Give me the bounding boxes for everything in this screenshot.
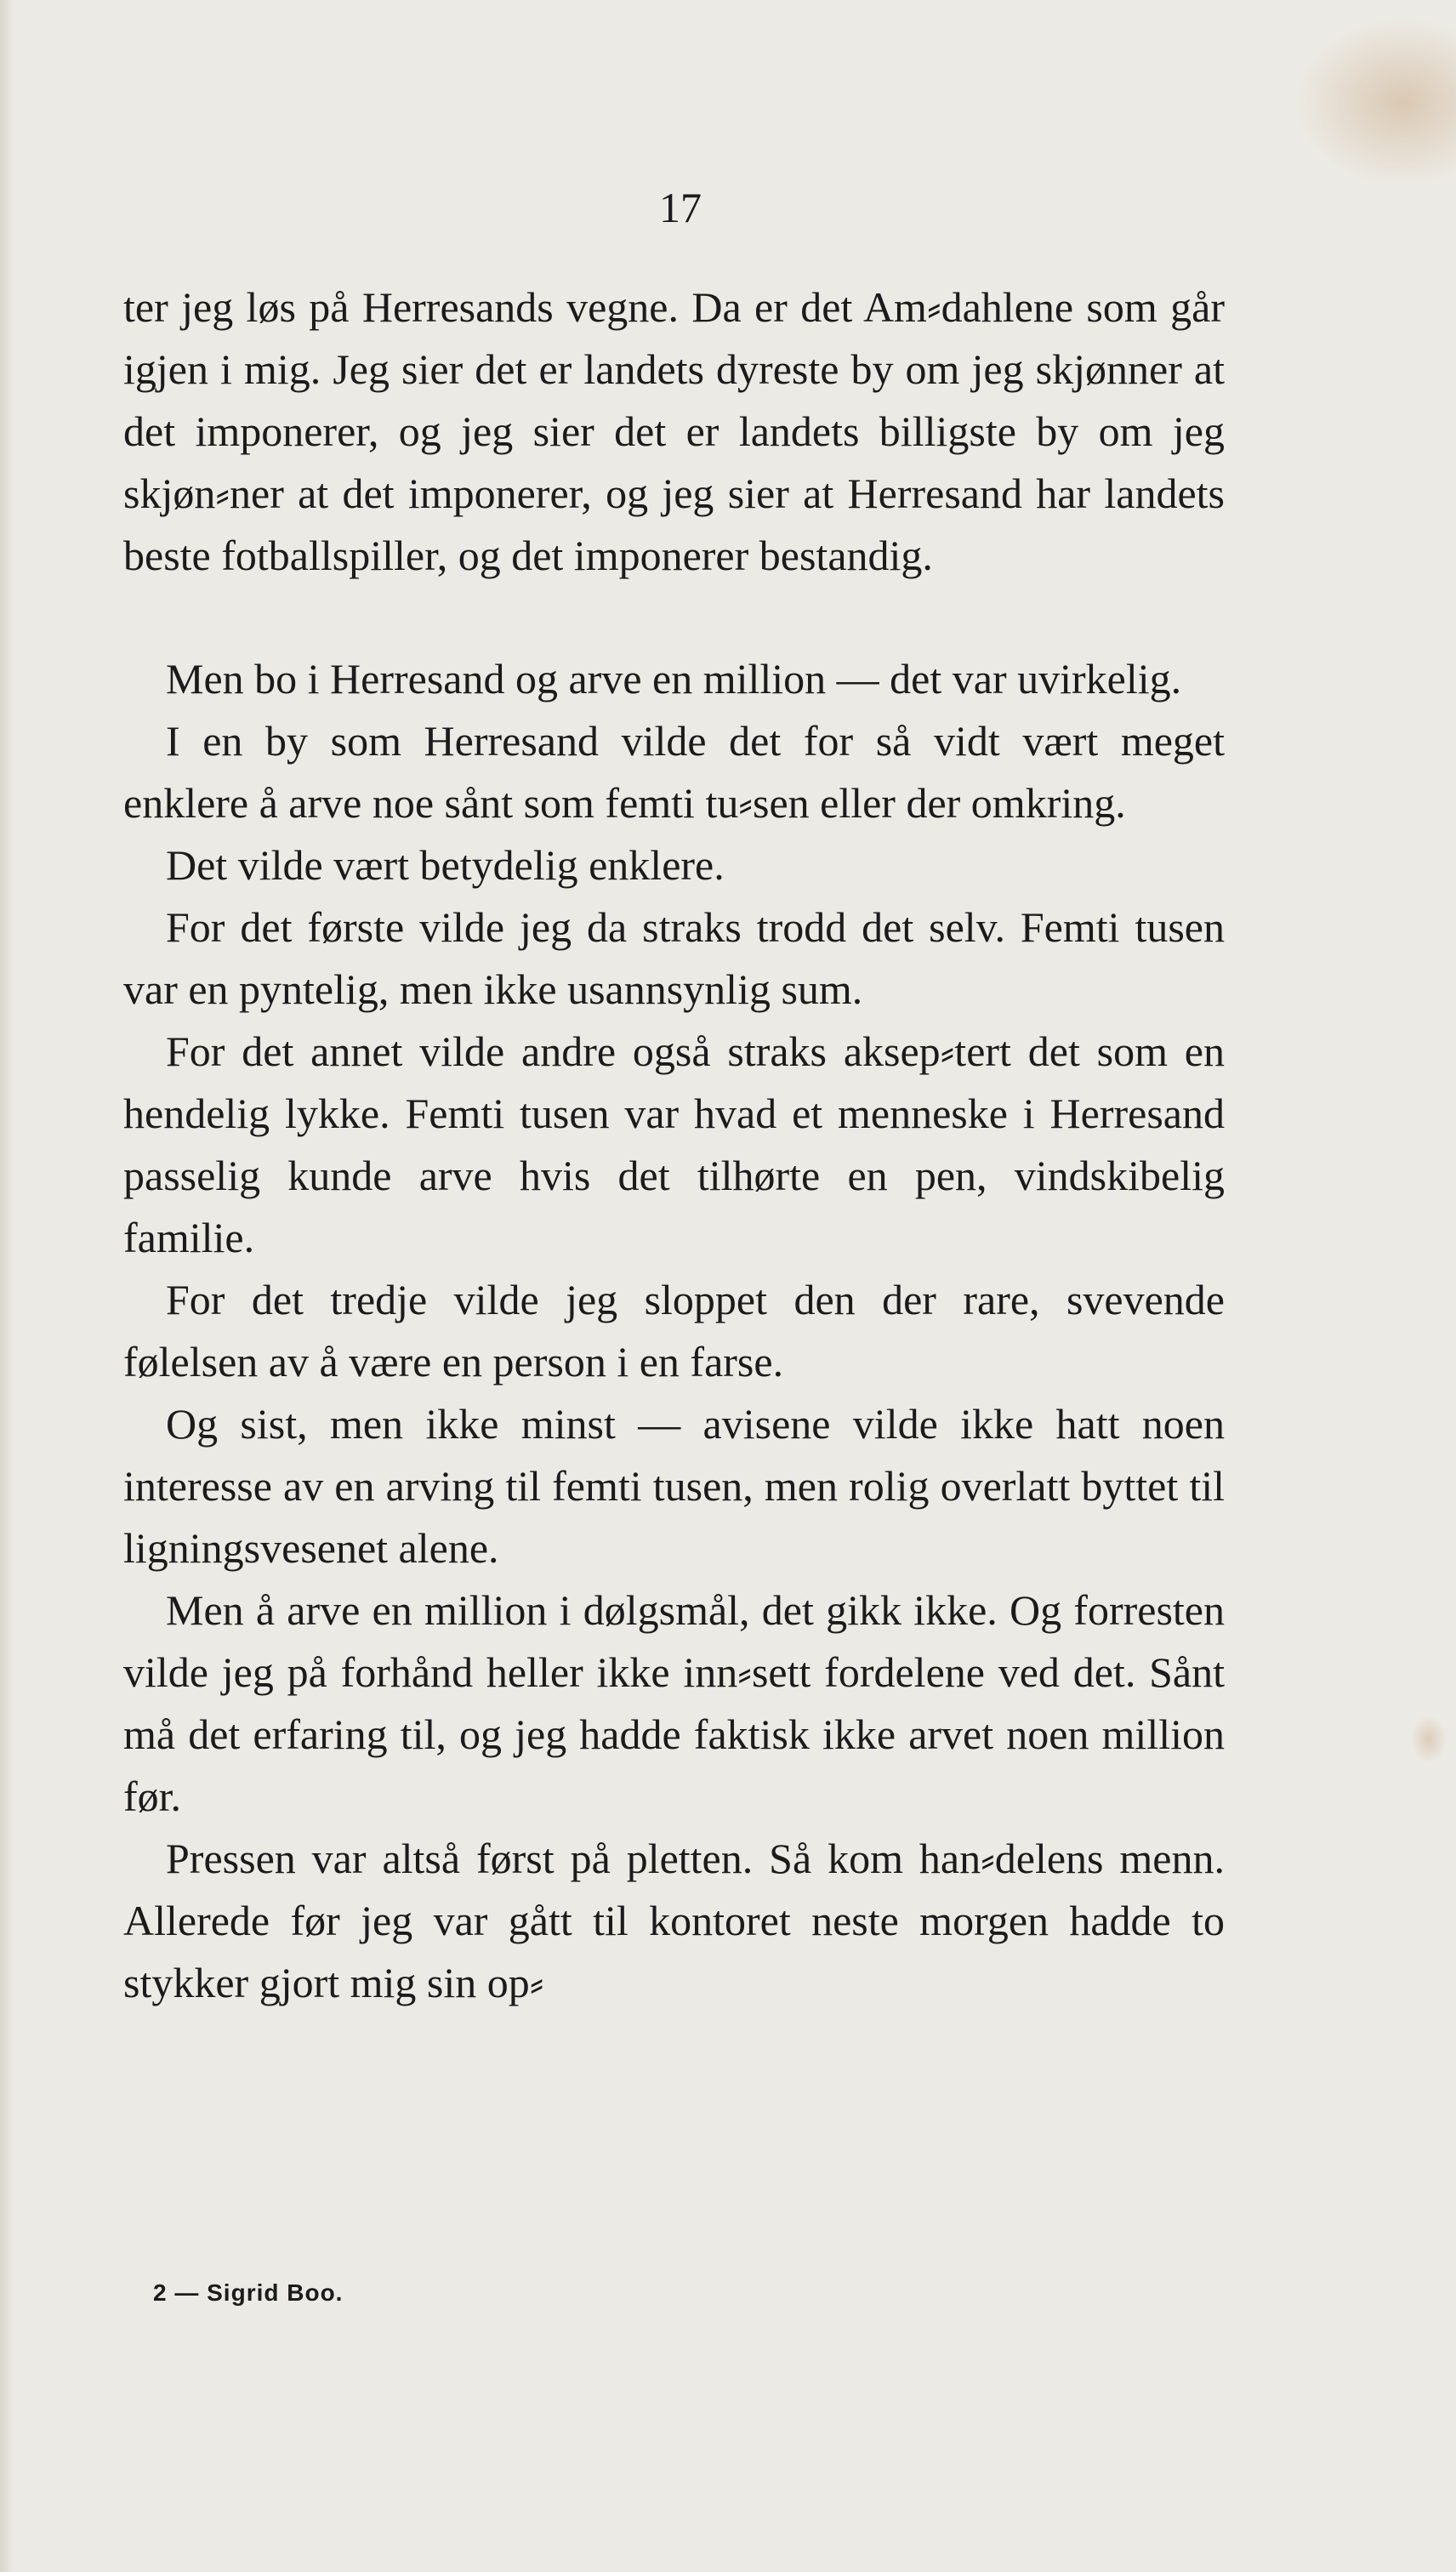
paragraph: For det første vilde jeg da straks trodd det selv. Femti tusen var en pyntelig, men ikke usannsynlig sum. xyxy=(123,903,1225,1013)
paragraph: Pressen var altså først på pletten. Så kom han⸗delens menn. Allerede før jeg var gått til kontoret neste morgen hadde to stykker gjort mig sin op⸗ xyxy=(123,1835,1225,2006)
page-edge xyxy=(0,0,14,2572)
body-text xyxy=(123,276,1225,2014)
paragraph: Og sist, men ikke minst — avisene vilde ikke hatt noen interesse av en arving til femti tusen, men rolig overlatt byttet til ligningsvesenet alene. xyxy=(123,1400,1225,1572)
paragraph: ter jeg løs på Herresands vegne. Da er det Am⸗dahlene som går igjen i mig. Jeg sier det er landets dyreste by om jeg skjønner at det imponerer, og jeg sier det er landets billigste by om jeg skjøn⸗ner at det imponerer, og jeg sier at Herresand har landets beste fotballspiller, og det imponerer bestandig. xyxy=(123,283,1225,579)
paragraph: Det vilde vært betydelig enklere. xyxy=(166,841,725,889)
signature-mark: 2 — Sigrid Boo. xyxy=(153,2279,344,2306)
paragraph: For det tredje vilde jeg sloppet den der rare, svevende følelsen av å være en person i en farse. xyxy=(123,1276,1225,1386)
paragraph: I en by som Herresand vilde det for så vidt vært meget enklere å arve noe sånt som femti tu⸗sen eller der omkring. xyxy=(123,717,1225,827)
paragraph: Men å arve en million i dølgsmål, det gikk ikke. Og forresten vilde jeg på forhånd heller ikke inn⸗sett fordelene ved det. Sånt må det erfaring til, og jeg hadde faktisk ikke arvet noen million før. xyxy=(123,1586,1225,1820)
page-number: 17 xyxy=(659,184,702,231)
paragraph: Men bo i Herresand og arve en million — det var uvirkelig. xyxy=(166,655,1182,703)
paragraph: For det annet vilde andre også straks aksep⸗tert det som en hendelig lykke. Femti tusen var hvad et menneske i Herresand passelig kunde arve hvis det tilhørte en pen, vindskibelig familie. xyxy=(123,1027,1225,1261)
